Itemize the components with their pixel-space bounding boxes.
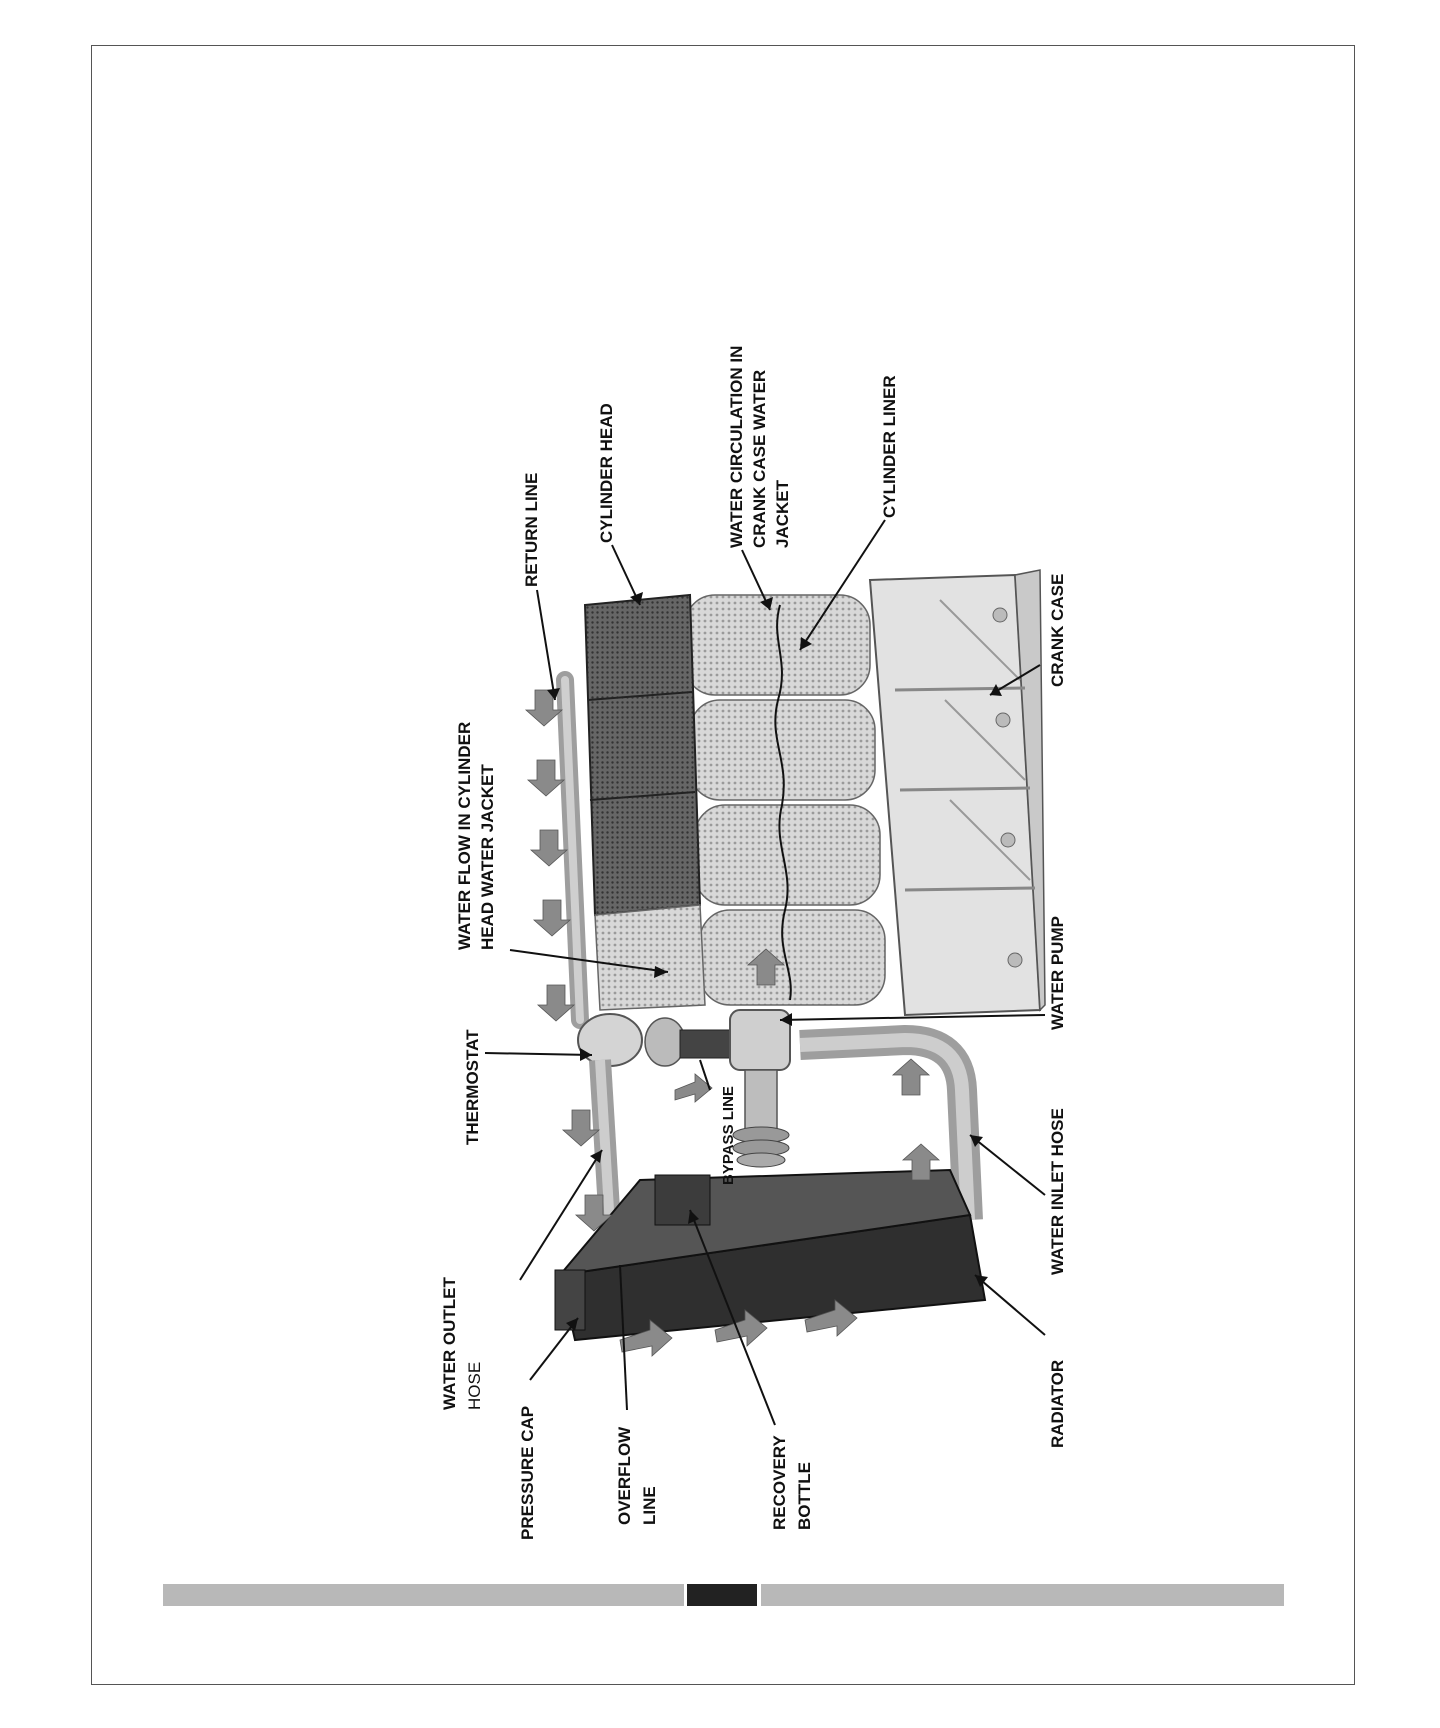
label-water-outlet-line1: WATER OUTLET [440,1277,459,1410]
label-water-circulation-line1: WATER CIRCULATION IN [727,345,746,548]
radiator [555,1170,985,1340]
flow-arrow [538,985,574,1021]
label-recovery-line1: RECOVERY [770,1435,789,1530]
label-water-circulation-line3: JACKET [773,479,792,548]
label-water-flow-line2: HEAD WATER JACKET [478,764,497,950]
label-radiator: RADIATOR [1048,1359,1067,1448]
label-recovery-line2: BOTTLE [795,1462,814,1530]
label-return-line: RETURN LINE [522,472,541,587]
thermostat-assembly [578,1014,735,1066]
crank-case [870,570,1045,1015]
flow-arrow [531,830,567,866]
footer-bar-right [761,1584,1284,1606]
footer-page-block [687,1584,757,1606]
flow-arrow [893,1059,929,1095]
label-thermostat: THERMOSTAT [463,1029,482,1145]
leader-return-line [537,590,555,700]
label-overflow-line1: OVERFLOW [615,1426,634,1525]
label-water-flow-line1: WATER FLOW IN CYLINDER [455,721,474,950]
water-pump [730,1010,790,1167]
cylinder-liners [685,595,885,1005]
leader-pressure-cap [530,1318,578,1380]
label-water-pump: WATER PUMP [1048,916,1067,1030]
leader-water-pump [780,1015,1045,1020]
label-bypass-line: BYPASS LINE [720,1086,737,1185]
leader-thermostat [485,1053,592,1055]
label-cylinder-head: CYLINDER HEAD [597,403,616,543]
label-cylinder-liner: CYLINDER LINER [880,375,899,518]
label-water-circulation-line2: CRANK CASE WATER [750,369,769,548]
label-overflow-line2: LINE [640,1486,659,1525]
label-water-outlet-line2: HOSE [465,1361,484,1410]
flow-arrow [528,760,564,796]
footer-bar-left [163,1584,684,1606]
flow-arrow [534,900,570,936]
cylinder-head [585,595,705,1010]
label-water-inlet-hose: WATER INLET HOSE [1048,1108,1067,1275]
label-pressure-cap: PRESSURE CAP [518,1405,537,1540]
label-crank-case: CRANK CASE [1048,573,1067,687]
leader-radiator [975,1275,1045,1335]
